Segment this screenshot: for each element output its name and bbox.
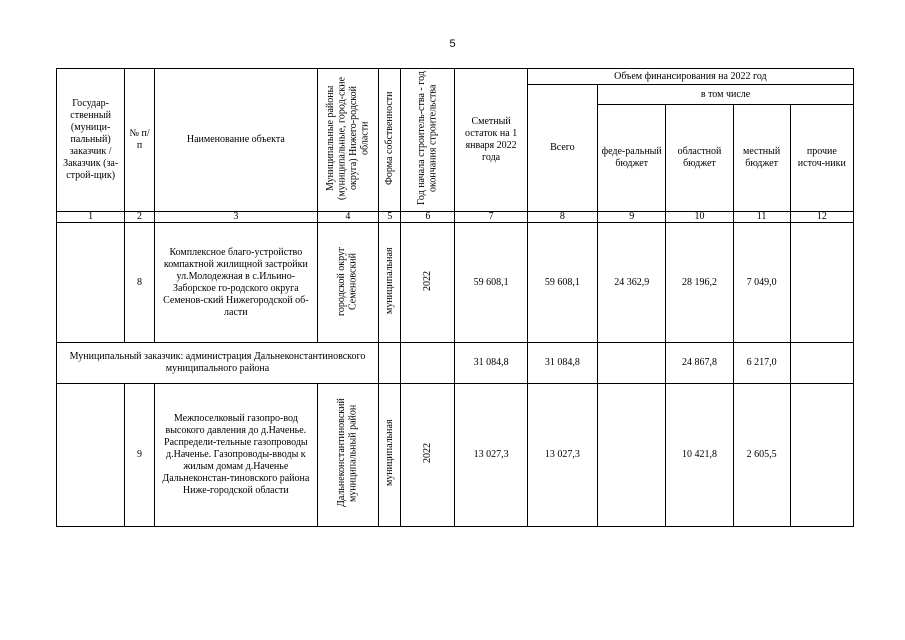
header-financing: Объем финансирования на 2022 год (527, 69, 853, 85)
column-index: 7 (455, 212, 527, 223)
cell-object-name: Межпоселковый газопро-вод высокого давления до д.Наченье. Распредели-тельные газопроводы д.Наченье. Газопроводы-вводы к жилым домам д.Наченье Дальнеконстан-тиновского района Ниже-городской области (154, 384, 317, 527)
customer-regional: 24 867,8 (666, 343, 733, 384)
cell-federal (598, 384, 666, 527)
cell-regional: 28 196,2 (666, 223, 733, 343)
cell-ownership-text: муниципальная (383, 419, 395, 487)
customer-ownership-empty (379, 343, 401, 384)
cell-district (317, 384, 378, 527)
header-regional: областной бюджет (666, 105, 733, 212)
customer-years-empty (401, 343, 455, 384)
header-object-name: Наименование объекта (154, 69, 317, 212)
header-total: Всего (527, 85, 597, 212)
cell-customer (57, 384, 125, 527)
header-districts (317, 69, 378, 212)
column-index: 8 (527, 212, 597, 223)
cell-local: 2 605,5 (733, 384, 790, 527)
column-index: 12 (790, 212, 853, 223)
header-estimate: Сметный остаток на 1 января 2022 года (455, 69, 527, 212)
header-customer: Государ-ственный (муници-пальный) заказчик / Заказчик (за-строй-щик) (57, 69, 125, 212)
header-ownership (379, 69, 401, 212)
cell-estimate: 59 608,1 (455, 223, 527, 343)
cell-years (401, 384, 455, 527)
customer-local: 6 217,0 (733, 343, 790, 384)
header-years-text: Год начала строитель-ства - год окончания строительства (416, 71, 439, 205)
customer-total: 31 084,8 (527, 343, 597, 384)
customer-federal (598, 343, 666, 384)
column-index: 3 (154, 212, 317, 223)
financing-table (56, 68, 854, 527)
column-index: 5 (379, 212, 401, 223)
page-number: 5 (449, 38, 456, 50)
cell-other (790, 223, 853, 343)
header-federal: феде-ральный бюджет (598, 105, 666, 212)
cell-regional: 10 421,8 (666, 384, 733, 527)
cell-ownership (379, 223, 401, 343)
cell-years-text: 2022 (422, 443, 434, 463)
header-other: прочие источ-ники (790, 105, 853, 212)
table-row (57, 384, 854, 527)
header-ownership-text: Форма собственности (383, 91, 395, 185)
header-including: в том числе (598, 85, 854, 105)
cell-total: 59 608,1 (527, 223, 597, 343)
cell-other (790, 384, 853, 527)
header-local: местный бюджет (733, 105, 790, 212)
column-index: 1 (57, 212, 125, 223)
cell-estimate: 13 027,3 (455, 384, 527, 527)
table-row (57, 223, 854, 343)
cell-ownership-text: муниципальная (383, 247, 395, 314)
customer-row (57, 343, 854, 384)
cell-local: 7 049,0 (733, 223, 790, 343)
column-index-row (57, 212, 854, 223)
column-index: 11 (733, 212, 790, 223)
cell-district-text: Дальнеконстантиновский муниципальный район (336, 398, 359, 508)
column-index: 6 (401, 212, 455, 223)
cell-years (401, 223, 455, 343)
cell-district-text: городской округ Семеновский (336, 245, 359, 316)
cell-federal: 24 362,9 (598, 223, 666, 343)
cell-district (317, 223, 378, 343)
cell-number: 9 (125, 384, 155, 527)
cell-number: 8 (125, 223, 155, 343)
header-districts-text: Муниципальные районы (муниципальные, город-ские округа) Нижего-родской области (324, 76, 371, 200)
cell-object-name: Комплексное благо-устройство компактной жилищной застройки ул.Молодежная в с.Ильино-Заборское го-родского округа Семенов-ский Нижегородской об-ласти (154, 223, 317, 343)
customer-label: Муниципальный заказчик: администрация Дальнеконстантиновского муниципального района (57, 343, 379, 384)
customer-other (790, 343, 853, 384)
column-index: 4 (317, 212, 378, 223)
column-index: 2 (125, 212, 155, 223)
header-number: № п/п (125, 69, 155, 212)
header-row-1 (57, 69, 854, 85)
column-index: 9 (598, 212, 666, 223)
cell-ownership (379, 384, 401, 527)
cell-total: 13 027,3 (527, 384, 597, 527)
column-index: 10 (666, 212, 733, 223)
cell-years-text: 2022 (422, 270, 434, 291)
header-years (401, 69, 455, 212)
cell-customer (57, 223, 125, 343)
customer-estimate: 31 084,8 (455, 343, 527, 384)
